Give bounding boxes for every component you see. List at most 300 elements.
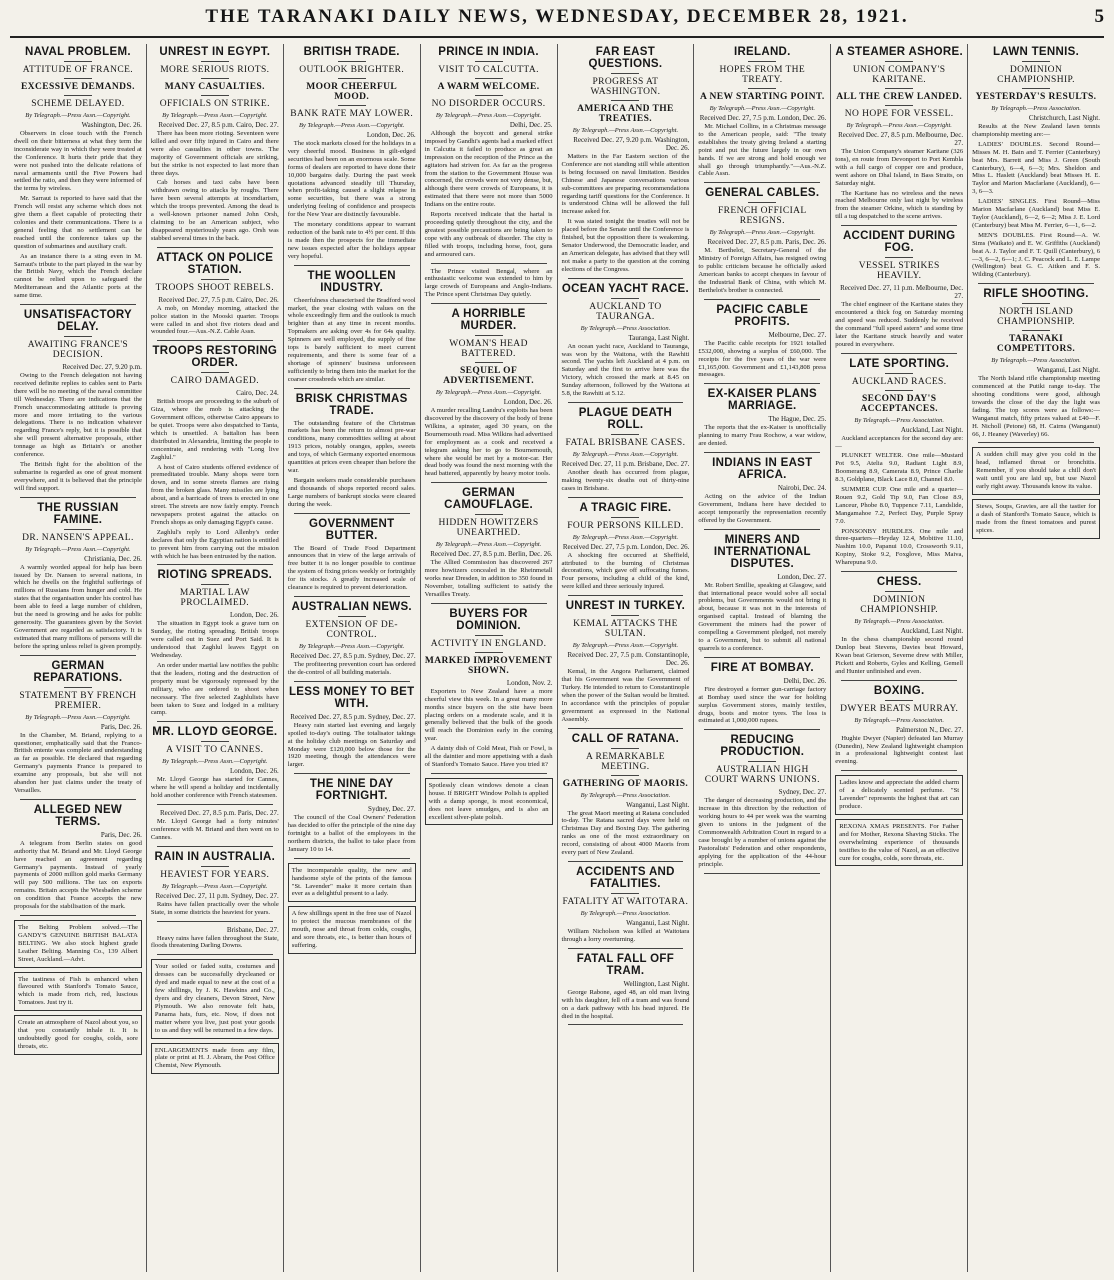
article-headline: OCEAN YACHT RACE.: [561, 282, 690, 295]
article-paragraph: The British fight for the abolition of the submarine is regarded as one of great moment everywhere, and it is believed that the principle will find support.: [14, 461, 142, 492]
article-paragraph: In the chess championship second round Dunlop beat Stevens, Davies beat Howard, Kwan beat Grierson, Severne drew with Miller, Pickett and Roberts, Gyles and Kelling, Gemell and Hunter unfinished and even.: [835, 636, 964, 675]
article-headline: CALL OF RATANA.: [571, 732, 680, 745]
heading-divider: [748, 88, 776, 89]
article-subheading: NO HOPE FOR VESSEL.: [844, 109, 954, 119]
article-divider: [568, 861, 684, 862]
article-headline: PLAGUE DEATH ROLL.: [578, 406, 673, 431]
article-paragraph: The Allied Commission has discovered 267 more howitzers concealed in the Rheinmetall works near Dresden, in addition to 350 found in November, totalling sufficient to satisfy the Versailles Treaty.: [424, 559, 553, 598]
article-paragraph: Mr. Sarraut is reported to have said that the French will resist any scheme which does not give them a fleet capable of protecting their colonies and their communications. There is a general feeling that no settlement can be reached until the conference takes up the question of submarines and auxiliary craft.: [14, 195, 142, 250]
article-headline: BRISK CHRISTMAS TRADE.: [295, 392, 408, 417]
article: [288, 518, 416, 597]
article-divider: [294, 513, 410, 514]
article-subheading: VISIT TO CALCUTTA.: [438, 65, 539, 75]
article-divider: [704, 729, 820, 730]
article: [562, 283, 690, 403]
article-paragraph: Heavy rains have fallen throughout the State, floods threatening Darling Downs.: [150, 934, 279, 950]
article-subheading: SEQUEL OF ADVERTISEMENT.: [443, 366, 534, 387]
heading-divider: [201, 584, 229, 585]
article-dateline: Paris, Dec. 26.: [100, 830, 142, 839]
article-paragraph: A telegram from Berlin states on good authority that M. Briand and Mr. Lloyd George have reached an agreement regarding Germany's payments. Instead of yearly payments of 2000 million gold marks Germany will pay 500 millions. The tax on exports remains. Britain accepts the Wiesbaden scheme on condition that France accepts the new proposals for the stabilisation of the mark.: [14, 839, 142, 911]
article: [562, 600, 690, 728]
article-headline: RIFLE SHOOTING.: [983, 288, 1089, 301]
article: [288, 393, 416, 514]
article-divider: [978, 283, 1094, 284]
heading-divider: [611, 517, 639, 518]
heading-divider: [885, 700, 913, 701]
heading-divider: [611, 434, 639, 435]
heading-divider: [201, 741, 229, 742]
article: [151, 726, 279, 805]
article: [562, 953, 690, 1026]
article-headline: THE NINE DAY FORTNIGHT.: [309, 778, 394, 803]
article-subheading: AMERICA AND THE TREATIES.: [577, 104, 674, 124]
article-subheading: VESSEL STRIKES HEAVILY.: [858, 261, 940, 282]
article-dateline: Nairobi, Dec. 24.: [777, 484, 827, 493]
article-headline: BOXING.: [873, 684, 925, 697]
article-paragraph: Hughie Dwyer (Napier) defeated Ian Murray (Dunedin), New Zealand lightweight champion in a professional lightweight contest last evening.: [835, 734, 964, 766]
article: [288, 46, 416, 266]
article-paragraph: The profiteering prevention court has ordered the de-control of all building materials.: [287, 660, 416, 676]
article-subheading: EXCESSIVE DEMANDS.: [21, 82, 135, 92]
article-subheading: MARKED IMPROVEMENT SHOWN.: [424, 655, 553, 676]
article-headline: BUYERS FOR DOMINION.: [449, 607, 528, 632]
article-paragraph: William Nicholson was killed at Waitotara through a lorry overturning.: [561, 927, 690, 943]
article-subheading: PROGRESS AT WASHINGTON.: [590, 77, 661, 97]
article-divider: [704, 452, 820, 453]
article-divider: [20, 304, 136, 305]
article: [562, 502, 690, 597]
article-headline: GERMAN REPARATIONS.: [33, 659, 123, 684]
article-divider: [431, 482, 547, 483]
heading-divider: [611, 615, 639, 616]
advertisement: Create an atmosphere of Nazol about you, so that you constantly inhale it. It is undoubtedly good for coughs, colds, sore throats, etc.: [14, 1015, 142, 1055]
article-paragraph: An order under martial law notifies the public that the leaders, rioting and the destruction of property must be vigorously repressed by the military, who are ordered to shoot when necessary. The five selected Zaghlulists have been taken to Suez and lodged in a military camp.: [150, 661, 279, 717]
article-subheading: EXTENSION OF DE-CONTROL.: [305, 619, 398, 640]
article-paragraph: Heavy rain started last evening and largely spoiled to-day's outing. The totalisator takings at the holiday club meetings on Saturday and Monday were £120,000 below those for the 1920 meeting, though the attendances were larger.: [287, 721, 416, 769]
article: [151, 252, 279, 342]
heading-divider: [338, 105, 366, 106]
article: [698, 304, 826, 385]
article-paragraph: Fire destroyed a former gun-carriage factory at Bombay used since the war for holding surplus Government stores, mainly textiles, drugs, boots and motor tyres. The loss is estimated at 1,000,000 rupees.: [698, 685, 827, 725]
advertisement: Ladies know and appreciate the added charm of a delicately scented perfume. "St Lavender" represents the highest that art can produce.: [835, 775, 963, 815]
page-number: 5: [1094, 6, 1104, 27]
article-paragraph: The outstanding feature of the Christmas markets has been the return to almost pre-war conditions, many commodities selling at about 1913 prices, notably oranges, apples, sweets and toys, of which Germany exported enormous quantities at prices even cheaper than before the war.: [287, 419, 416, 474]
article-headline: LAWN TENNIS.: [993, 46, 1080, 58]
article-dateline: Wellington, Last Night.: [623, 979, 690, 988]
article-subheading: CAIRO DAMAGED.: [170, 376, 260, 387]
article-divider: [568, 595, 684, 596]
article-dateline: London, Dec. 27.: [777, 572, 827, 581]
article-paragraph: A host of Cairo students offered evidence of premeditated trouble. Many shops were torn down, and in some streets flames are rising from the broken glass. Many missiles are lying about, and a barricade of trees is erected in one street. The streets are now fairly empty. French newspapers protest against the attacks on French shops as only damaging Egypt's cause.: [150, 463, 279, 526]
article-dateline: Auckland, Last Night.: [900, 627, 964, 636]
advertisement: ENLARGEMENTS made from any film, plate or print at H. J. Abram, the Post Office Chemist, New Plymouth.: [151, 1043, 279, 1075]
article: [288, 270, 416, 389]
article: [425, 268, 553, 305]
article-byline: By Telegraph.—Press Assn.—Copyright.: [25, 545, 131, 553]
article-divider: [841, 571, 957, 572]
article-subheading: A REMARKABLE MEETING.: [585, 751, 665, 772]
heading-divider: [201, 78, 229, 79]
article-byline: By Telegraph.—Press Association.: [991, 357, 1081, 365]
article-headline: A TRAGIC FIRE.: [579, 501, 672, 514]
article-subheading: SECOND DAY'S ACCEPTANCES.: [860, 393, 939, 414]
article-subheading: AUCKLAND TO TAURANGA.: [589, 301, 662, 322]
heading-divider: [611, 73, 639, 74]
article-subheading: YESTERDAY'S RESULTS.: [975, 92, 1097, 102]
article-paragraph: Cab horses and taxi cabs have been withdrawn owing to attacks by roughs. There have been several attempts at incendiarism, which the troops prevented. Among the dead is a well-known prisoner named John Orsh, claiming to be an American subject, who disappeared mysteriously years ago. Orsh was stabbed several times in the back.: [150, 179, 279, 242]
article-divider: [431, 303, 547, 304]
heading-divider: [1022, 61, 1050, 62]
article-paragraph: The Pacific cable receipts for 1921 totalled £532,000, showing a surplus of £60,000. The receipts for the five years of the war were £1,165,000. Government and £1,143,808 press messages.: [698, 339, 827, 379]
article-paragraph: Mr. Robert Smillie, speaking at Glasgow, said that international peace would solve all social problems, but Governments would not bring it about, because it was not in the interests of organised capital. Instead of blaming the Government the miners had the power of compelling a Government pledged, not merely to a Government, but to submit all national quarrels to a conference.: [698, 581, 827, 652]
heading-divider: [475, 78, 503, 79]
article-subheading: MARTIAL LAW PROCLAIMED.: [179, 588, 250, 609]
article-dateline: Washington, Dec. 26.: [81, 121, 142, 129]
article: [14, 502, 142, 656]
article-paragraph: Matters in the Far Eastern section of the Conference are not standing still while attention is being focussed on naval limitation. Besides Chinese and Japanese conversations various sub-committees are preparing recommendations regarding tariff questions for the Conference. It is understood China will be allowed the full increase asked for.: [561, 153, 690, 216]
heading-divider: [475, 335, 503, 336]
article: [14, 804, 142, 916]
article-dateline: London, Nov. 2.: [506, 678, 553, 687]
article-paragraph: A shocking fire occurred at Sheffield, attributed to the burning of Christmas decorations, which gave off suffocating fumes. Four persons, including a child of the kind, were killed and three seriously injured.: [561, 551, 690, 591]
article: [14, 309, 142, 498]
heading-divider: [64, 529, 92, 530]
article-paragraph: Acting on the advice of the Indian Government, Indians here have decided to accept temporarily the representation recently offered by the Government.: [698, 493, 827, 524]
article-subheading: NORTH ISLAND CHAMPIONSHIP.: [997, 307, 1075, 328]
article-paragraph: British troops are proceeding to the suburb of Giza, where the mob is attacking the Government offices, otherwise Cairo appears to be quiet. Troops were also despatched to Tanta, which is unsettled. A battalion has been distributed in Alexandria, limiting the people to concentrate, and rendering with "Long live Zaghlul.": [150, 398, 279, 461]
heading-divider: [201, 279, 229, 280]
article: [835, 358, 963, 573]
article-divider: [978, 442, 1094, 443]
article-paragraph: The council of the Coal Owners' Federation has decided to offer the principle of the nine day fortnight to a ballot of the employees in the northern districts, the ballot to take place from January 10 to 14.: [287, 814, 416, 853]
article-headline: UNREST IN EGYPT.: [159, 46, 271, 58]
article: [972, 46, 1100, 284]
article-subheading: ATTITUDE OF FRANCE.: [22, 65, 134, 75]
article-subheading: OFFICIALS ON STRIKE.: [159, 99, 270, 109]
article-paragraph: The Karitane has no wireless and the news reached Melbourne only last night by wireless from the steamer Orkine, which is standing by till a tug despatched to the scene arrives.: [835, 189, 964, 221]
article-divider: [841, 770, 957, 771]
advertisement: The tastiness of Fish is enhanced when flavoured with Stanford's Tomato Sauce, which is made from rich, red, luscious Tomatoes. Just try it.: [14, 972, 142, 1012]
article-subheading: AUSTRALIAN HIGH COURT WARNS UNIONS.: [704, 765, 820, 786]
article-dateline: Christiania, Dec. 26.: [84, 554, 142, 563]
article-byline: By Telegraph.—Press Association.: [854, 618, 945, 626]
article-headline: BRITISH TRADE.: [303, 46, 400, 58]
article-divider: [568, 728, 684, 729]
article-divider: [157, 954, 273, 955]
article-dateline: London, Dec. 26.: [229, 611, 279, 620]
article-divider: [294, 858, 410, 859]
article: [151, 345, 279, 565]
heading-divider: [611, 775, 639, 776]
article-paragraph: Another death has occurred from plague, making twenty-six deaths out of thirty-nine cases in Brisbane.: [561, 468, 690, 492]
article-dateline: Received Dec. 27, 8.5 p.m. Cairo, Dec. 27.: [158, 121, 279, 129]
article-divider: [704, 657, 820, 658]
article: [288, 686, 416, 774]
article: [562, 866, 690, 949]
article-divider: [568, 497, 684, 498]
article-paragraph: MEN'S DOUBLES. First Round—A. W. Sims (Waikato) and E. W. Griffiths (Auckland) beat A. J. Taylor and F. T. Quill (Canterbury), 6—3, 6—2, 6—1; J. C. Peacock and L. E. Lampe (Wellington) beat G. C. Aitken and F. S. Wilding (Canterbury).: [972, 231, 1100, 279]
article-subheading: MOOR CHEERFUL MOOD.: [306, 82, 398, 102]
article-dateline: London, Dec. 26.: [229, 767, 279, 776]
article: [562, 407, 690, 498]
article-byline: By Telegraph.—Press Assn.—Copyright.: [846, 122, 952, 129]
article-paragraph: LADIES' DOUBLES. Second Round—Misses M. H. Bain and T. Ferrier (Canterbury) beat Mrs. Barrett and Miss J. Green (South Canterbury), 6—4, 6—3; Mrs. Sheldon and Miss L. Haslett (Auckland) beat Misses H. E. Taylor and Marion Macfarlane (Auckland), 6—3, 6—3.: [972, 140, 1100, 196]
article-dateline: Received Dec. 27, 8.5 p.m. Berlin, Dec. 26.: [430, 550, 553, 559]
article-dateline: Wanganui, Last Night.: [626, 918, 690, 927]
article: [698, 187, 826, 299]
column: [557, 44, 694, 1272]
article: [972, 288, 1100, 443]
article-divider: [431, 603, 547, 604]
article-divider: [20, 915, 136, 916]
heading-divider: [64, 78, 92, 79]
article-subheading: DWYER BEATS MURRAY.: [840, 703, 959, 714]
article-divider: [20, 799, 136, 800]
article: [151, 46, 279, 248]
article-divider: [157, 340, 273, 341]
article-headline: FAR EAST QUESTIONS.: [588, 46, 663, 70]
article-dateline: Tauranga, Last Night.: [628, 333, 690, 342]
advertisement: The incomparable quality, the new and handsome style of the prints of the famous "St. Lavender" make it more certain than ever as a delightful present to a lady.: [288, 863, 416, 903]
article-byline: By Telegraph.—Press Assn.—Copyright.: [435, 389, 542, 397]
article-dateline: The Hague, Dec. 25.: [768, 415, 827, 424]
heading-divider: [885, 105, 913, 106]
article-paragraph: The North Island rifle championship meeting commenced at the Putiki range to-day. The shooting conditions were good, although towards the close of the day the light was fading. The top scores were as follows:—Wanganui match, fifty prizes valued at £40—F. H. Nicholl (Petone) 68, H. Cairns (Wanganui) 66, J. Heaney (Waverley) 66.: [972, 375, 1100, 438]
article-byline: By Telegraph.—Press Assn.—Copyright.: [298, 122, 405, 129]
article-subheading: OUTLOOK BRIGHTER.: [299, 65, 405, 75]
article-paragraph: Rains have fallen practically over the whole State, in some districts the heaviest for years.: [150, 900, 279, 916]
article-divider: [20, 655, 136, 656]
article-paragraph: A mob, on Monday morning, attacked the police station in the Mooski quarter. Troops were called in and shot five rioters dead and wounded four.—Aus.-N.Z. Cable Assn.: [150, 304, 279, 336]
heading-divider: [201, 372, 229, 373]
article-subheading: HEAVIEST FOR YEARS.: [160, 869, 270, 880]
article-subheading: MANY CASUALTIES.: [164, 82, 265, 92]
article-dateline: Received Dec. 27, 7.5 p.m. Cairo, Dec. 26.: [158, 295, 279, 304]
article-byline: By Telegraph.—Press Assn.—Copyright.: [298, 642, 405, 650]
article: [425, 308, 553, 483]
article-paragraph: It was stated tonight the treaties will not be placed before the Senate until the Conference is finished, but the opposition there is weakening. Senator Underwood, the Democratic leader, and an American delegate, has advised that they will not make a party to the question at the coming elections of the Congress.: [561, 218, 690, 273]
article-headline: A HORRIBLE MURDER.: [451, 308, 526, 333]
article-dateline: Received Dec. 27, 8.5 p.m. Paris, Dec. 27.: [159, 809, 279, 818]
article-headline: ALLEGED NEW TERMS.: [33, 803, 123, 828]
article-divider: [431, 263, 547, 264]
masthead: [10, 6, 1104, 38]
article-paragraph: A warmly worded appeal for help has been issued by Dr. Nansen to several nations, in which he dwells on the frightful sufferings of millions of Russians from hunger and cold. He states that the organisation under his control has been able to feed a large number of children, but the need is growing and he asks for public generosity. The guarantees given by the Soviet Government are regarded as satisfactory. It is estimated that many millions of persons will die before the spring unless relief is given promptly.: [14, 563, 142, 650]
article-headline: LESS MONEY TO BET WITH.: [288, 685, 415, 710]
article-headline: ACCIDENT DURING FOG.: [842, 230, 956, 255]
article-paragraph: LADIES' SINGLES. First Round—Miss Marion Macfarlane (Auckland) beat Miss E. Taylor (Auckland), 6—2, 6—2; Miss J. E. Lord (Canterbury) beat Miss M. Ferrier, 6—1, 6—2.: [972, 198, 1100, 229]
article-dateline: London, Dec. 26.: [366, 131, 416, 139]
heading-divider: [475, 514, 503, 515]
heading-divider: [64, 336, 92, 337]
article-divider: [294, 388, 410, 389]
article-byline: By Telegraph.—Press Assn.—Copyright.: [162, 882, 268, 890]
article-divider: [841, 680, 957, 681]
article-divider: [157, 247, 273, 248]
masthead-title: THE TARANAKI DAILY NEWS, WEDNESDAY, DECEMBER 28, 1921.: [205, 6, 909, 27]
article-divider: [294, 596, 410, 597]
article-dateline: Received Dec. 27, 8.5 p.m. Paris, Dec. 26.: [707, 238, 827, 247]
article-paragraph: Results at the New Zealand lawn tennis championship meeting are:—: [972, 123, 1100, 138]
article-headline: RIOTING SPREADS.: [157, 569, 273, 582]
heading-divider: [201, 61, 229, 62]
article-byline: By Telegraph.—Press Association.: [854, 416, 945, 424]
article-divider: [294, 681, 410, 682]
article-divider: [704, 873, 820, 874]
article-headline: FIRE AT BOMBAY.: [710, 661, 814, 674]
article-paragraph: The stock markets closed for the holidays in a very cheerful mood. Business in gilt-edged securities had been on an enormous scale. Some forms of dealers are reported to have done their 10,000 bargains daily. During the past week quotations advanced steadily till Thursday, when profit-taking caused a slight relapse in some securities, but there was a strong underlying feeling of confidence and prospects for the New Year are distinctly favourable.: [287, 140, 416, 219]
article-paragraph: There has been more rioting. Seventeen were killed and over fifty injured in Cairo and there were also casualties in other towns. The majority of Government officials are striking, but the strike is not expected to last more than three days.: [150, 130, 279, 177]
article-paragraph: Observers in close touch with the French dwell on their bitterness at what they term the inconsiderate way in which they were treated at the Conference. It hurts their pride that they were not pushed into the delicate relations of naval armaments until the Five Powers had settled the ratio, and then they were informed of the terms by wireless.: [14, 130, 142, 193]
article: [698, 388, 826, 453]
article-subheading: DOMINION CHAMPIONSHIP.: [997, 65, 1075, 85]
article-subheading: FRENCH OFFICIAL RESIGNS.: [718, 206, 807, 227]
article: [151, 851, 279, 922]
column: [10, 44, 146, 1272]
article-headline: PRINCE IN INDIA.: [438, 46, 539, 58]
heading-divider: [611, 893, 639, 894]
article-headline: UNREST IN TURKEY.: [565, 600, 686, 613]
article-dateline: Christchurch, Last Night.: [1028, 114, 1100, 122]
heading-divider: [338, 61, 366, 62]
article-subheading: KEMAL ATTACKS THE SULTAN.: [573, 619, 678, 640]
article-byline: By Telegraph.—Press Association.: [580, 324, 671, 332]
article: [835, 230, 963, 353]
heading-divider: [748, 202, 776, 203]
heading-divider: [1022, 88, 1050, 89]
article-headline: ATTACK ON POLICE STATION.: [156, 251, 274, 276]
article: [425, 46, 553, 264]
article-headline: MINERS AND INTERNATIONAL DISPUTES.: [713, 533, 811, 570]
article-subheading: FATALITY AT WAITOTARA.: [562, 896, 689, 907]
heading-divider: [475, 635, 503, 636]
advertisement: A sudden chill may give you cold in the head, inflamed throat or bronchitis. Remember, if you should take a chill don't wait until you are laid up, but use Nazol early right away. Thousands know its value.: [972, 447, 1100, 495]
article-subheading: ACTIVITY IN ENGLAND.: [430, 638, 547, 649]
article-dateline: Received Dec. 27, 9.20 p.m.: [62, 363, 142, 372]
article-headline: A STEAMER ASHORE.: [835, 46, 963, 58]
article: [288, 601, 416, 682]
article-divider: [704, 182, 820, 183]
article-dateline: Delhi, Dec. 26.: [783, 676, 827, 685]
article-paragraph: M. Berthelot, Secretary-General of the Ministry of Foreign Affairs, has resigned owing to public criticism because he officially asked American banks to accept cheques in favour of the Industrial Bank of China, with which M. Berthelot's brother is connected.: [698, 247, 827, 294]
article-dateline: Delhi, Dec. 25.: [509, 121, 553, 129]
article-subheading: TROOPS SHOOT REBELS.: [155, 282, 275, 293]
article: [425, 487, 553, 604]
heading-divider: [338, 78, 366, 79]
article-paragraph: The monetary conditions appear to warrant reduction of the bank rate to 4½ per cent. If this is made then the prospects for the immediate new issues expected after the holidays appear very hopeful.: [287, 221, 416, 260]
article-paragraph: A murder recalling Landru's exploits has been discovered by the discovery of the body of Irene Wilkins, a spinster, aged 30 years, on the Bournemouth road. Miss Wilkins had advertised for employment as a cook and received a telegram asking her to go to Bournemouth, where she would be met by a motor-car. Her dead body was found the next morning with the head battered, apparently by heavy motor tools.: [424, 407, 553, 478]
article-subheading: FATAL BRISBANE CASES.: [565, 437, 686, 448]
column: [967, 44, 1104, 1272]
article-subheading: ALL THE CREW LANDED.: [836, 92, 963, 102]
article-paragraph: Although the boycott and general strike imposed by Gandhi's agents had a marked effect in Calcutta it failed to produce as great an impression on the reception of the Prince as the agitators had striven for. As far as the progress from the station to the Government House was concerned, the crowds were not very dense, but, although there were crowds of Europeans, it is estimated that there were not more than 5000 Indians on the entire route.: [424, 130, 553, 209]
article-divider: [157, 921, 273, 922]
article-divider: [431, 773, 547, 774]
article-paragraph: The chief engineer of the Karitane states they encountered a thick fog on Saturday morning and speed was reduced. Suddenly he received the command "full speed astern" and some time later the Karitane struck heavily and water poured in everywhere.: [835, 301, 964, 348]
advertisement: A few shillings spent in the free use of Nazol to protect the mucous membranes of the mouth, nose and throat from colds, coughs, and sore throats, etc., is better than hours of suffering.: [288, 906, 416, 954]
article-subheading: GATHERING OF MAORIS.: [562, 778, 689, 789]
heading-divider: [885, 373, 913, 374]
article-subheading: AUCKLAND RACES.: [851, 376, 947, 387]
heading-divider: [475, 362, 503, 363]
article-paragraph: PONSONBY HURDLES. One mile and three-quarters—Heyday 12.4, Mobitive 11.10, Nashim 10.0, Papanui 10.0, Crossworth 9.11, Kopiny, Stoke 9.2, Foxglove, Miss Maiva, Wharepuna 9.0.: [835, 527, 964, 567]
advertisement: Spotlessly clean windows denote a clean house. If BRIGHT Window Polish is applied with a damp sponge, is most economical, does not leave smudges, and is also an excellent silver-plate polish.: [425, 778, 553, 826]
article-divider: [841, 353, 957, 354]
article: [698, 534, 826, 658]
article-dateline: Received Dec. 27, 11 p.m. Sydney, Dec. 27.: [155, 891, 279, 900]
article-paragraph: SUMMER CUP. One mile and a quarter—Rouen 9.2, Gold Tip 9.0, Fan Close 8.9, Lanceur, Phobe 8.0, Tuppence 7.11, Landslide, Mangamahoe 7.2, Perfect Day, Purple Spray 7.0.: [835, 486, 964, 525]
article-subheading: STATEMENT BY FRENCH PREMIER.: [19, 690, 137, 711]
heading-divider: [201, 95, 229, 96]
article-divider: [568, 278, 684, 279]
article-dateline: Received Dec. 27, 9.20 p.m. Washington, Dec. 26.: [573, 136, 690, 152]
heading-divider: [475, 95, 503, 96]
advertisement: Your soiled or faded suits, costumes and dresses can be successfully drycleaned or dyed and made equal to new at the cost of a few shillings, by J. K. Hawkins and Co., dyers and dry cleaners, Devon Street, New Plymouth. We also renovate felt hats, Panama hats, furs, etc. Now, if does not matter where you live, just post your goods to us and they will be returned in a few days.: [151, 959, 279, 1038]
article-byline: By Telegraph.—Press Assn.—Copyright.: [162, 112, 268, 119]
article-headline: INDIANS IN EAST AFRICA.: [712, 457, 813, 482]
article-paragraph: The Board of Trade Food Department announces that in view of the large arrivals of free butter it is no longer possible to continue the system of fixing prices weekly or fortnightly for its stocks. A greatly increased scale of clearance is required to prevent deterioration.: [287, 544, 416, 592]
article-divider: [20, 497, 136, 498]
article-dateline: Sydney, Dec. 27.: [368, 805, 416, 814]
article-paragraph: In the Chamber, M. Briand, replying to a questioner, emphatically said that the Franco-British entente was complete and understanding as far as possible. He declared that regarding Germany's payments France is prepared to examine any proposals, but she will not abandon her just claims under the treaty of Versailles.: [14, 731, 142, 794]
column: [830, 44, 967, 1272]
heading-divider: [1022, 303, 1050, 304]
heading-divider: [611, 298, 639, 299]
heading-divider: [201, 866, 229, 867]
article-headline: PACIFIC CABLE PROFITS.: [716, 303, 809, 328]
article-paragraph: The situation in Egypt took a grave turn on Sunday, the rioting spreading. British troops were called out in Suez and Port Said. It is understood that Zaghlul leaves Egypt on Wednesday.: [150, 620, 279, 660]
article: [151, 926, 279, 956]
article-byline: By Telegraph.—Press Association.: [854, 716, 945, 724]
article-divider: [294, 773, 410, 774]
article-byline: By Telegraph.—Press Assn.—Copyright.: [572, 642, 679, 650]
article-headline: GERMAN CAMOUFLAGE.: [444, 487, 534, 512]
article-headline: REDUCING PRODUCTION.: [720, 734, 805, 759]
article-divider: [841, 225, 957, 226]
article-dateline: Wanganui, Last Night.: [1036, 366, 1100, 375]
article-headline: THE RUSSIAN FAMINE.: [37, 501, 119, 526]
article-dateline: London, Dec. 26.: [503, 398, 553, 407]
article-subheading: A VISIT TO CANNES.: [166, 745, 264, 756]
article-dateline: Brisbane, Dec. 27.: [226, 925, 279, 934]
article: [562, 46, 690, 279]
article-paragraph: Cheerfulness characterised the Bradford wool market, the year closing with values on the whole exceedingly firm and the outlook is much brighter than at any time in recent months. Topmakers are asking over 4s for 64s quality. Spinners are well employed, the supply of fine tops is barely sufficient to meet current requirements, and there is some fear of a shortage of spinners' business unforeseen sufficiently to bring them into the market for the coarser crossbreds which are similar.: [287, 296, 416, 383]
article-headline: RAIN IN AUSTRALIA.: [154, 850, 276, 863]
article-dateline: Melbourne, Dec. 27.: [768, 330, 827, 339]
columns-container: [10, 44, 1104, 1272]
article-divider: [704, 529, 820, 530]
article: [151, 809, 279, 847]
article-subheading: MORE SERIOUS RIOTS.: [160, 65, 270, 75]
article-paragraph: PLUNKET WELTER. One mile—Mustard Pot 9.5, Atelia 9.0, Radiant Light 8.9, Boomerang 8.9, Camerata 8.9, Prince Charlie 8.3, Goldplane, Black Lace 8.0, Channel 8.0.: [835, 452, 964, 484]
article: [698, 734, 826, 873]
article-dateline: Auckland, Last Night.: [900, 425, 964, 434]
article-divider: [704, 299, 820, 300]
heading-divider: [885, 88, 913, 89]
advertisement: The Belting Problem solved.—The GANDY'S GENUINE BRITISH BALATA BELTING. We also stock highest grade Leather Belting. Manning Co., 139 Albert Street, Auckland.—Advt.: [14, 920, 142, 968]
article-paragraph: George Rabone, aged 48, an old man living with his daughter, fell off a tram and was found on a dark pathway with his head injured. He died in the hospital.: [561, 988, 690, 1020]
article-subheading: HOPES FROM THE TREATY.: [719, 65, 806, 85]
article-headline: THE WOOLLEN INDUSTRY.: [307, 269, 396, 294]
article-byline: By Telegraph.—Press Assn.—Copyright.: [435, 112, 542, 119]
article-paragraph: Mr. Michael Collins, in a Christmas message to the American people, said: "The treaty establishes the treaty giving Ireland a starting point and put the future largely in our own hands. If we are strong and hold enough we shall go through triumphantly."—Aus.-N.Z. Cable Assn.: [698, 123, 827, 178]
article-divider: [294, 265, 410, 266]
article-paragraph: Owing to the French delegation not having received definite replies to cables sent to Paris there will be no meeting of the naval committee till Wednesday. There are indications that the French unaccommodating attitude is proving more and more irritating to the various delegations. There is no indication whatever regarding France's reply, but it is possible that she will present alternative proposals, either tonnage as high as Britain's or another conference.: [14, 372, 142, 459]
article-byline: By Telegraph.—Press Assn.—Copyright.: [572, 127, 679, 134]
article-headline: FATAL FALL OFF TRAM.: [576, 952, 675, 977]
article: [14, 46, 142, 305]
article-divider: [157, 846, 273, 847]
